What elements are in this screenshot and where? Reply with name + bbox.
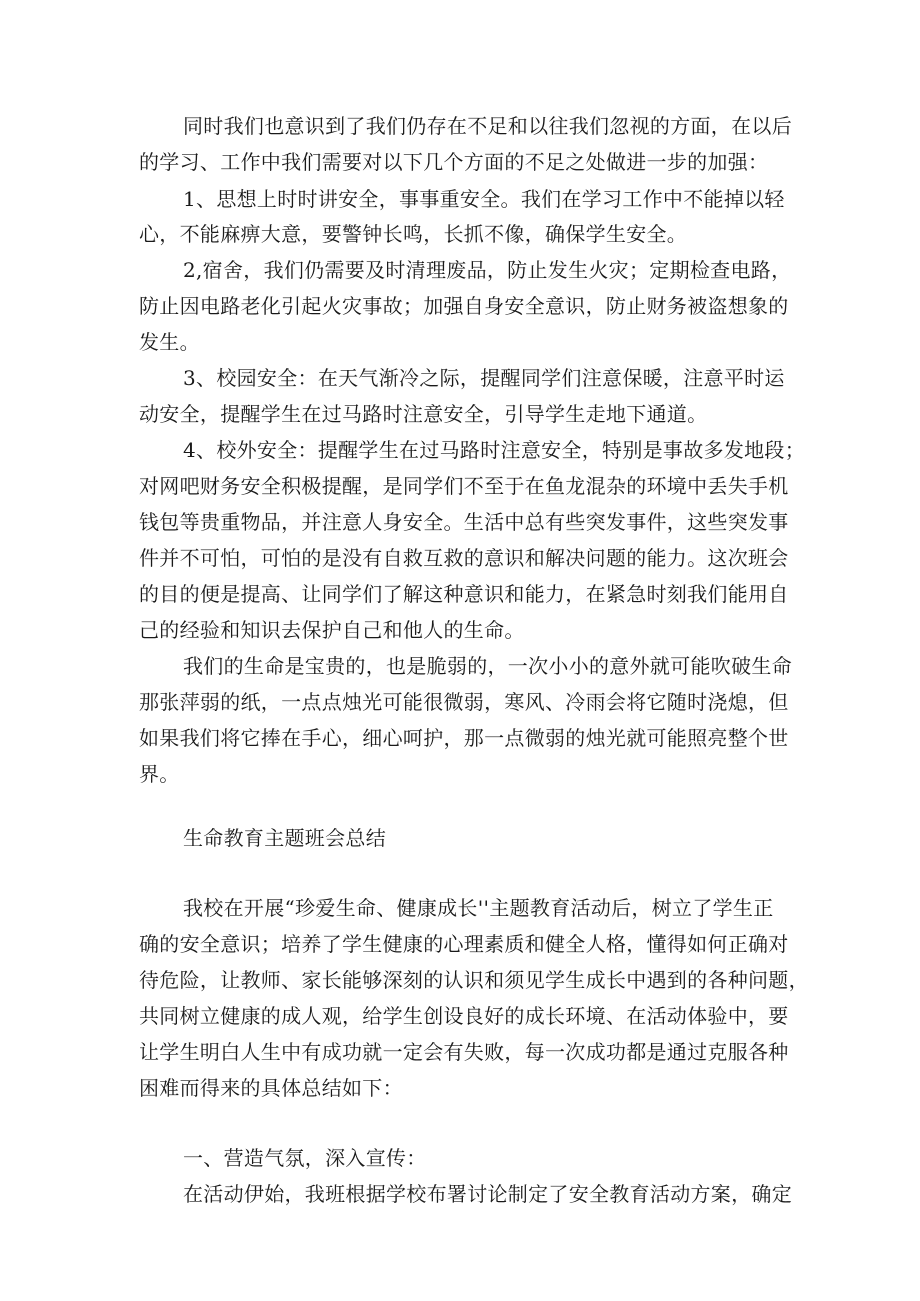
- paragraph-5-line-5: 的目的便是提高、让同学们了解这种意识和能力，在紧急时刻我们能用自: [139, 582, 789, 606]
- subheading-1: 一、营造气氛，深入宣传：: [183, 1146, 427, 1170]
- paragraph-3-line-1: 2,宿舍，我们仍需要及时清理废品，防止发生火灾；定期检查电路，: [183, 258, 792, 282]
- paragraph-5-line-2: 对网吧财务安全积极提醒，是同学们不至于在鱼龙混杂的环境中丢失手机: [139, 474, 789, 498]
- paragraph-5-line-1: 4、校外安全：提醒学生在过马路时注意安全，特别是事故多发地段；: [183, 438, 806, 462]
- paragraph-2-line-2: 心，不能麻痹大意，要警钟长鸣，长抓不像，确保学生安全。: [139, 222, 688, 246]
- paragraph-2-line-1: 1、思想上时时讲安全，事事重安全。我们在学习工作中不能掉以轻: [183, 187, 785, 211]
- paragraph-6-line-3: 如果我们将它捧在手心，细心呵护，那一点微弱的烛光就可能照亮整个世: [139, 726, 789, 750]
- paragraph-5-line-4: 件并不可怕，可怕的是没有自救互救的意识和解决问题的能力。这次班会: [139, 546, 789, 570]
- paragraph-1-line-1: 同时我们也意识到了我们仍存在不足和以往我们忽视的方面，在以后: [183, 114, 792, 138]
- section-title: 生命教育主题班会总结: [183, 826, 386, 850]
- paragraph-8-line-4: 共同树立健康的成人观，给学生创设良好的成长环境、在活动体验中，要: [139, 1004, 789, 1028]
- paragraph-8-line-1: 我校在开展“珍爱生命、健康成长''主题教育活动后，树立了学生正: [183, 896, 774, 920]
- paragraph-5-line-6: 己的经验和知识去保护自己和他人的生命。: [139, 618, 525, 642]
- paragraph-6-line-2: 那张萍弱的纸，一点点烛光可能很微弱，寒风、冷雨会将它随时浇熄，但: [139, 690, 789, 714]
- paragraph-8-line-3: 待危险，让教师、家长能够深刻的认识和须见学生成长中遇到的各种问题，: [139, 968, 809, 992]
- paragraph-3-line-2: 防止因电路老化引起火灾事故；加强自身安全意识，防止财务被盗想象的: [139, 294, 789, 318]
- paragraph-6-line-1: 我们的生命是宝贵的，也是脆弱的，一次小小的意外就可能吹破生命: [183, 654, 792, 678]
- paragraph-8-line-2: 确的安全意识；培养了学生健康的心理素质和健全人格，懂得如何正确对: [139, 932, 789, 956]
- paragraph-8-line-5: 让学生明白人生中有成功就一定会有失败，每一次成功都是通过克服各种: [139, 1040, 789, 1064]
- paragraph-4-line-2: 动安全，提醒学生在过马路时注意安全，引导学生走地下通道。: [139, 402, 708, 426]
- paragraph-3-line-3: 发生。: [139, 330, 200, 354]
- paragraph-8-line-6: 困难而得来的具体总结如下：: [139, 1076, 403, 1100]
- paragraph-6-line-4: 界。: [139, 762, 180, 786]
- paragraph-1-line-2: 的学习、工作中我们需要对以下几个方面的不足之处做进一步的加强：: [139, 150, 769, 174]
- paragraph-10-line-1: 在活动伊始，我班根据学校布署讨论制定了安全教育活动方案，确定: [183, 1182, 792, 1206]
- paragraph-4-line-1: 3、校园安全：在天气渐冷之际，提醒同学们注意保暖，注意平时运: [183, 366, 785, 390]
- paragraph-5-line-3: 钱包等贵重物品，并注意人身安全。生活中总有些突发事件，这些突发事: [139, 510, 789, 534]
